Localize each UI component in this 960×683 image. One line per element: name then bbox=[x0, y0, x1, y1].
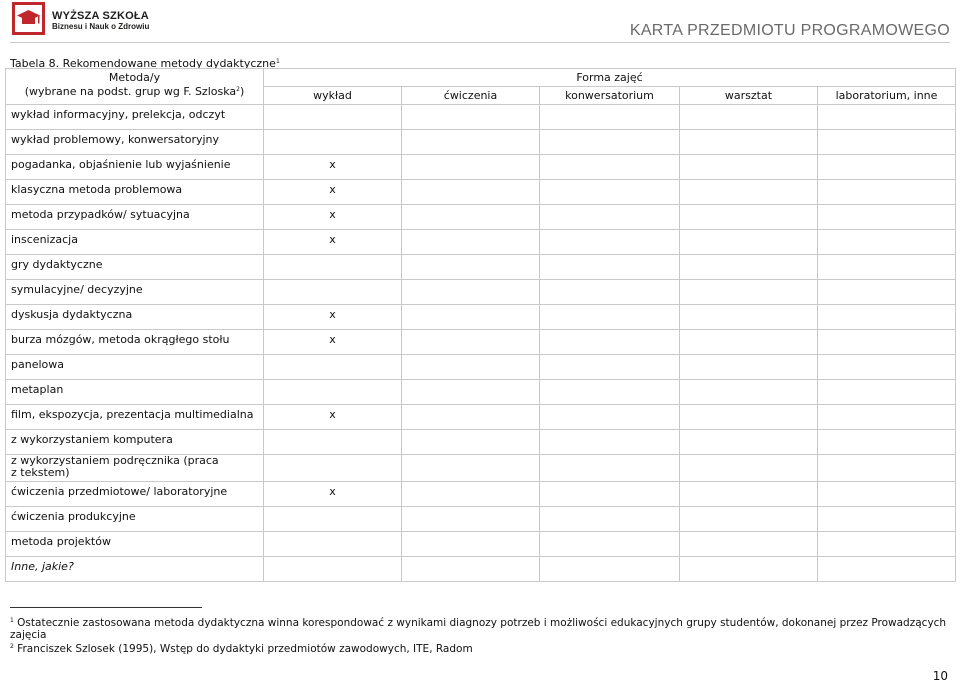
method-label: inscenizacja bbox=[6, 230, 264, 255]
mark-cell bbox=[680, 130, 818, 155]
school-logo bbox=[12, 2, 150, 35]
table-row bbox=[6, 557, 956, 582]
column-header: laboratorium, inne bbox=[818, 87, 956, 105]
mark-cell bbox=[540, 330, 680, 355]
mark-cell bbox=[818, 280, 956, 305]
mark-cell bbox=[264, 380, 402, 405]
header-divider bbox=[10, 42, 950, 43]
mark-cell bbox=[680, 255, 818, 280]
mark-cell bbox=[402, 130, 540, 155]
mark-cell bbox=[264, 130, 402, 155]
mark-cell bbox=[402, 305, 540, 330]
mark-cell bbox=[540, 455, 680, 482]
mark-cell bbox=[264, 255, 402, 280]
logo-text-line1: WYŻSZA SZKOŁA bbox=[52, 10, 149, 22]
mark-cell bbox=[264, 355, 402, 380]
table-row bbox=[6, 380, 956, 405]
mark-cell bbox=[818, 430, 956, 455]
mark-cell bbox=[402, 180, 540, 205]
mark-cell bbox=[680, 532, 818, 557]
footnote-1-text: Ostatecznie zastosowana metoda dydaktyczna winna korespondować z wynikami diagnozy potrzeb i możliwości edukacyjnych grupy studentów, dokonanej przez Prowadzących zajęcia bbox=[10, 617, 947, 641]
method-label-line: z tekstem) bbox=[11, 466, 70, 479]
mark-cell bbox=[818, 532, 956, 557]
mark-cell bbox=[818, 305, 956, 330]
document-title: KARTA PRZEDMIOTU PROGRAMOWEGO bbox=[629, 22, 950, 39]
mark-cell bbox=[540, 482, 680, 507]
mark-cell: x bbox=[264, 330, 402, 355]
caption-text: Tabela 8. Rekomendowane metody dydaktyczne bbox=[10, 57, 276, 70]
mark-cell bbox=[540, 230, 680, 255]
footnote-2-text: Franciszek Szlosek (1995), Wstęp do dydaktyki przedmiotów zawodowych, ITE, Radom bbox=[13, 643, 473, 655]
mark-cell bbox=[540, 130, 680, 155]
mark-cell bbox=[680, 155, 818, 180]
forma-zajec-header: Forma zajęć bbox=[264, 69, 956, 87]
method-label: Inne, jakie? bbox=[6, 557, 264, 582]
table-row bbox=[6, 430, 956, 455]
method-label: film, ekspozycja, prezentacja multimedialna bbox=[6, 405, 264, 430]
table-row bbox=[6, 405, 956, 430]
mark-cell bbox=[540, 507, 680, 532]
mark-cell bbox=[402, 205, 540, 230]
table-row bbox=[6, 482, 956, 507]
table-row bbox=[6, 255, 956, 280]
page-number: 10 bbox=[932, 669, 948, 683]
mark-cell: x bbox=[264, 180, 402, 205]
mark-cell bbox=[402, 255, 540, 280]
mark-cell bbox=[264, 105, 402, 130]
footnote-2-number: 2 bbox=[10, 643, 14, 650]
mark-cell bbox=[540, 105, 680, 130]
table-row bbox=[6, 507, 956, 532]
method-header-source: (wybrane na podst. grup wg F. Szloska bbox=[24, 85, 237, 98]
method-label: burza mózgów, metoda okrągłego stołu bbox=[6, 330, 264, 355]
mark-cell bbox=[402, 380, 540, 405]
method-label: symulacyjne/ decyzyjne bbox=[6, 280, 264, 305]
mark-cell bbox=[818, 557, 956, 582]
mark-cell bbox=[540, 405, 680, 430]
mark-cell bbox=[540, 205, 680, 230]
method-label: wykład informacyjny, prelekcja, odczyt bbox=[6, 105, 264, 130]
mark-cell bbox=[818, 130, 956, 155]
table-row bbox=[6, 280, 956, 305]
table-row bbox=[6, 355, 956, 380]
mark-cell bbox=[540, 255, 680, 280]
mark-cell bbox=[680, 205, 818, 230]
mark-cell bbox=[818, 205, 956, 230]
footnote-1 bbox=[10, 615, 955, 641]
mark-cell bbox=[402, 355, 540, 380]
mark-cell: x bbox=[264, 305, 402, 330]
mark-cell bbox=[402, 430, 540, 455]
mark-cell bbox=[540, 155, 680, 180]
mark-cell bbox=[680, 557, 818, 582]
method-column-header bbox=[6, 69, 264, 105]
method-label: wykład problemowy, konwersatoryjny bbox=[6, 130, 264, 155]
footnote-2 bbox=[10, 641, 955, 655]
column-header: wykład bbox=[264, 87, 402, 105]
table-row bbox=[6, 130, 956, 155]
mark-cell bbox=[818, 507, 956, 532]
method-header-footnote-ref: 2 bbox=[236, 86, 240, 93]
method-label: ćwiczenia produkcyjne bbox=[6, 507, 264, 532]
mark-cell bbox=[680, 482, 818, 507]
mark-cell bbox=[402, 557, 540, 582]
mark-cell bbox=[402, 405, 540, 430]
mark-cell bbox=[264, 507, 402, 532]
method-label bbox=[6, 455, 264, 482]
mark-cell bbox=[540, 280, 680, 305]
mark-cell bbox=[402, 155, 540, 180]
mark-cell bbox=[402, 105, 540, 130]
method-label: klasyczna metoda problemowa bbox=[6, 180, 264, 205]
method-label: metoda przypadków/ sytuacyjna bbox=[6, 205, 264, 230]
logo-emblem-icon bbox=[12, 2, 48, 35]
mark-cell bbox=[818, 230, 956, 255]
footnote-divider bbox=[10, 607, 202, 608]
mark-cell bbox=[402, 330, 540, 355]
table-row bbox=[6, 330, 956, 355]
mark-cell bbox=[402, 455, 540, 482]
table-row bbox=[6, 180, 956, 205]
method-label: gry dydaktyczne bbox=[6, 255, 264, 280]
logo-text-line2: Biznesu i Nauk o Zdrowiu bbox=[52, 22, 150, 31]
mark-cell bbox=[264, 532, 402, 557]
mark-cell bbox=[402, 280, 540, 305]
mark-cell bbox=[540, 430, 680, 455]
table-row bbox=[6, 305, 956, 330]
mark-cell: x bbox=[264, 155, 402, 180]
mark-cell bbox=[264, 455, 402, 482]
mark-cell: x bbox=[264, 230, 402, 255]
method-label: metaplan bbox=[6, 380, 264, 405]
column-header: konwersatorium bbox=[540, 87, 680, 105]
mark-cell bbox=[402, 230, 540, 255]
method-label: metoda projektów bbox=[6, 532, 264, 557]
method-label: dyskusja dydaktyczna bbox=[6, 305, 264, 330]
table-row bbox=[6, 155, 956, 180]
mark-cell bbox=[680, 507, 818, 532]
mark-cell bbox=[818, 255, 956, 280]
mark-cell bbox=[680, 455, 818, 482]
method-header-close: ) bbox=[239, 85, 245, 98]
table-row bbox=[6, 230, 956, 255]
mark-cell bbox=[540, 380, 680, 405]
column-header: ćwiczenia bbox=[402, 87, 540, 105]
table-row bbox=[6, 455, 956, 482]
mark-cell bbox=[402, 482, 540, 507]
mark-cell bbox=[540, 557, 680, 582]
column-header: warsztat bbox=[680, 87, 818, 105]
mark-cell bbox=[680, 105, 818, 130]
mark-cell bbox=[680, 430, 818, 455]
mark-cell bbox=[680, 280, 818, 305]
method-header-line1: Metoda/y bbox=[108, 71, 161, 84]
mark-cell bbox=[680, 380, 818, 405]
mark-cell bbox=[680, 355, 818, 380]
mark-cell: x bbox=[264, 405, 402, 430]
mark-cell bbox=[818, 355, 956, 380]
mark-cell: x bbox=[264, 482, 402, 507]
mark-cell bbox=[818, 155, 956, 180]
method-label: ćwiczenia przedmiotowe/ laboratoryjne bbox=[6, 482, 264, 507]
mark-cell bbox=[680, 330, 818, 355]
page-header bbox=[0, 0, 960, 44]
mark-cell: x bbox=[264, 205, 402, 230]
method-label: z wykorzystaniem komputera bbox=[6, 430, 264, 455]
mark-cell bbox=[540, 532, 680, 557]
mark-cell bbox=[540, 355, 680, 380]
mark-cell bbox=[818, 330, 956, 355]
table-row bbox=[6, 105, 956, 130]
method-label: pogadanka, objaśnienie lub wyjaśnienie bbox=[6, 155, 264, 180]
mark-cell bbox=[402, 507, 540, 532]
caption-footnote-ref: 1 bbox=[275, 58, 280, 65]
method-label-line: z wykorzystaniem podręcznika (praca bbox=[11, 454, 219, 467]
mark-cell bbox=[818, 405, 956, 430]
method-rows bbox=[6, 105, 956, 582]
mark-cell bbox=[680, 405, 818, 430]
mark-cell bbox=[680, 180, 818, 205]
mark-cell bbox=[264, 557, 402, 582]
mark-cell bbox=[818, 180, 956, 205]
mark-cell bbox=[540, 305, 680, 330]
table-row bbox=[6, 532, 956, 557]
methods-table bbox=[5, 68, 956, 582]
footnote-1-number: 1 bbox=[10, 617, 14, 624]
mark-cell bbox=[264, 430, 402, 455]
method-label: panelowa bbox=[6, 355, 264, 380]
mark-cell bbox=[402, 532, 540, 557]
mark-cell bbox=[818, 105, 956, 130]
mark-cell bbox=[818, 380, 956, 405]
mark-cell bbox=[680, 305, 818, 330]
method-header-line2 bbox=[6, 84, 263, 98]
mark-cell bbox=[818, 482, 956, 507]
mark-cell bbox=[540, 180, 680, 205]
mark-cell bbox=[818, 455, 956, 482]
table-row bbox=[6, 205, 956, 230]
mark-cell bbox=[680, 230, 818, 255]
mark-cell bbox=[264, 280, 402, 305]
